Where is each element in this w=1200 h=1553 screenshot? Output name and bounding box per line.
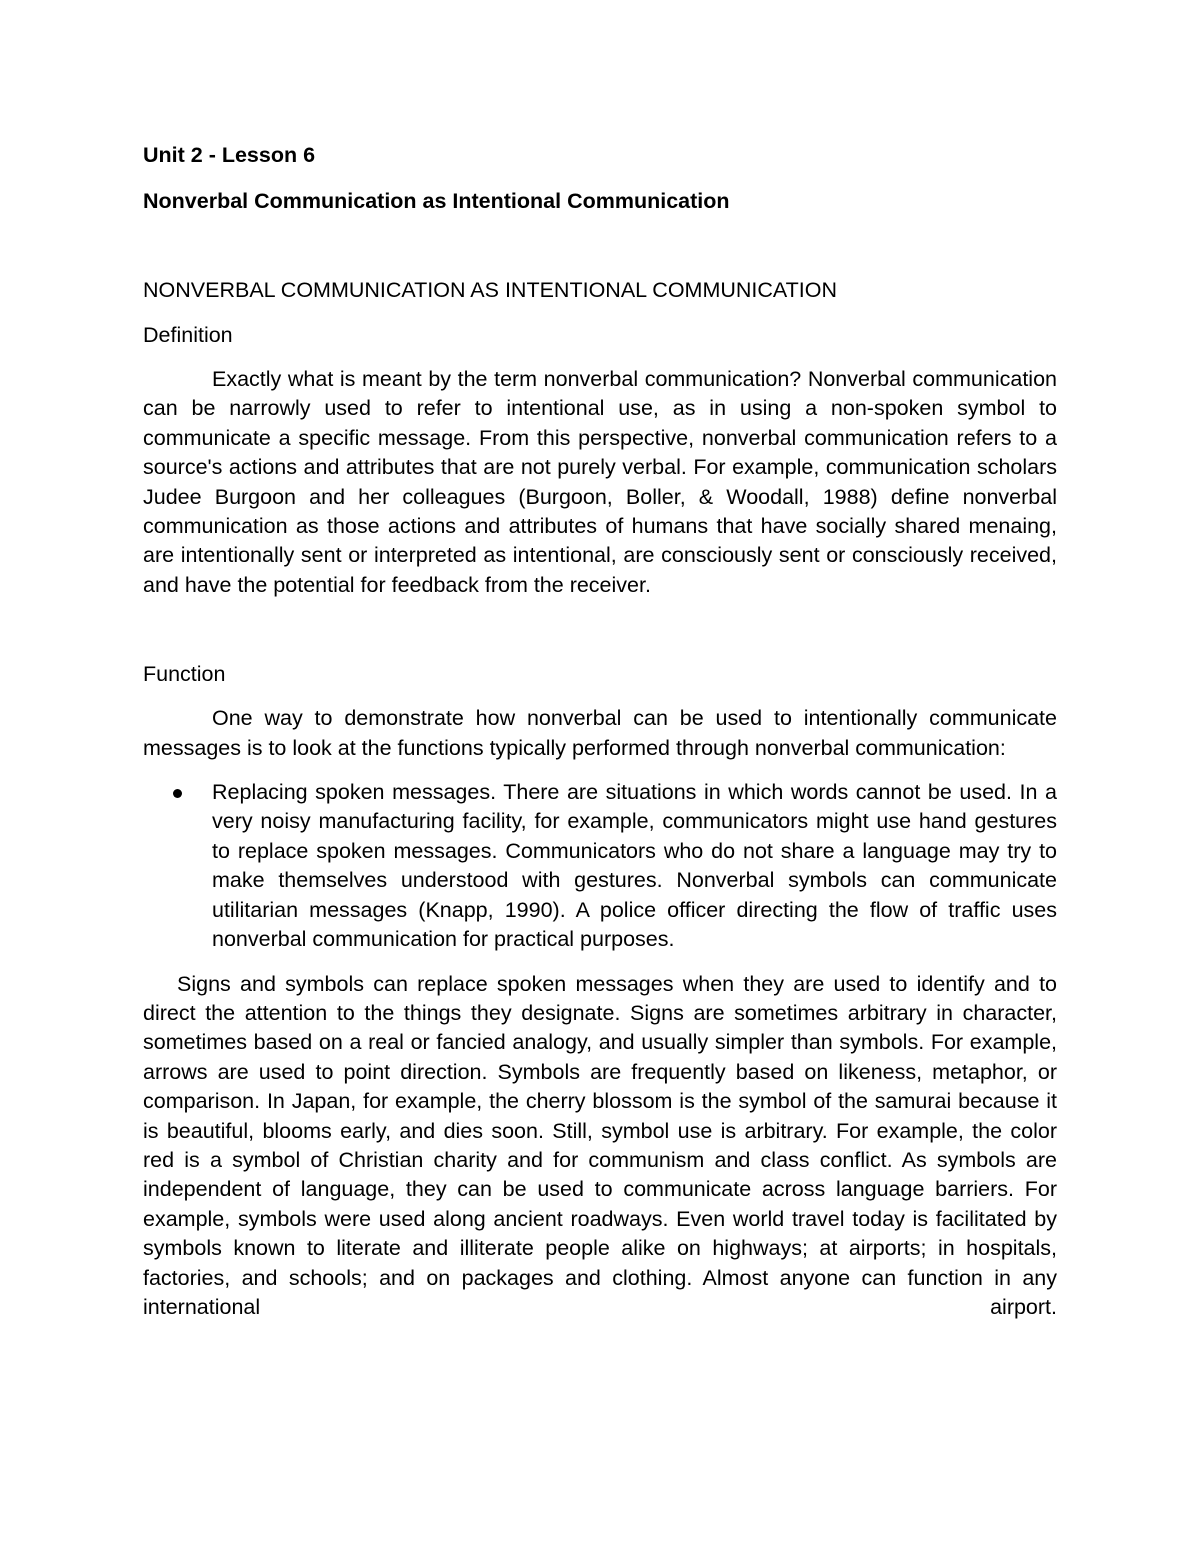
bullet-icon xyxy=(173,789,182,798)
function-bullet-list xyxy=(143,778,1057,954)
definition-paragraph: Exactly what is meant by the term nonverbal communication? Nonverbal communication can be narrowly used to refer to intentional use, as in using a non-spoken symbol to communicate a specific message. From this perspective, nonverbal communication refers to a source's actions and attributes that are not purely verbal. For example, communication scholars Judee Burgoon and her colleagues (Burgoon, Boller, & Woodall, 1988) define nonverbal communication as those actions and attributes of humans that have socially shared menaing, are intentionally sent or interpreted as intentional, are consciously sent or consciously received, and have the potential for feedback from the receiver. xyxy=(143,367,1057,597)
bullet-text: Replacing spoken messages. There are situations in which words cannot be used. In a very noisy manufacturing facility, for example, communicators might use hand gestures to replace spoken messages. Communicators who do not share a language may try to make themselves understood with gestures. Nonverbal symbols can communicate utilitarian messages (Knapp, 1990). A police officer directing the flow of traffic uses nonverbal communication for practical purposes. xyxy=(212,780,1057,952)
list-item xyxy=(143,778,1057,954)
section-heading: NONVERBAL COMMUNICATION AS INTENTIONAL COMMUNICATION xyxy=(143,278,838,302)
unit-title: Unit 2 - Lesson 6 xyxy=(143,143,316,167)
signs-symbols-paragraph: Signs and symbols can replace spoken messages when they are used to identify and to direct the attention to the things they designate. Signs are sometimes arbitrary in character, sometimes based on a real or fancied analogy, and usually simpler than symbols. For example, arrows are used to point direction. Symbols are frequently based on likeness, metaphor, or comparison. In Japan, for example, the cherry blossom is the symbol of the samurai because it is beautiful, blooms early, and dies soon. Still, symbol use is arbitrary. For example, the color red is a symbol of Christian charity and for communism and class conflict. As symbols are independent of language, they can be used to communicate across language barriers. For example, symbols were used along ancient roadways. Even world travel today is facilitated by symbols known to literate and illiterate people alike on highways; at airports; in hospitals, factories, and schools; and on packages and clothing. Almost anyone can function in any international airport. xyxy=(143,971,1057,1319)
lesson-title: Nonverbal Communication as Intentional Communication xyxy=(143,189,730,213)
function-heading: Function xyxy=(143,662,226,687)
document-page xyxy=(143,140,1057,1322)
definition-heading: Definition xyxy=(143,323,233,347)
function-paragraph: One way to demonstrate how nonverbal can be used to intentionally communicate messages is to look at the functions typically performed through nonverbal communication: xyxy=(143,706,1057,760)
